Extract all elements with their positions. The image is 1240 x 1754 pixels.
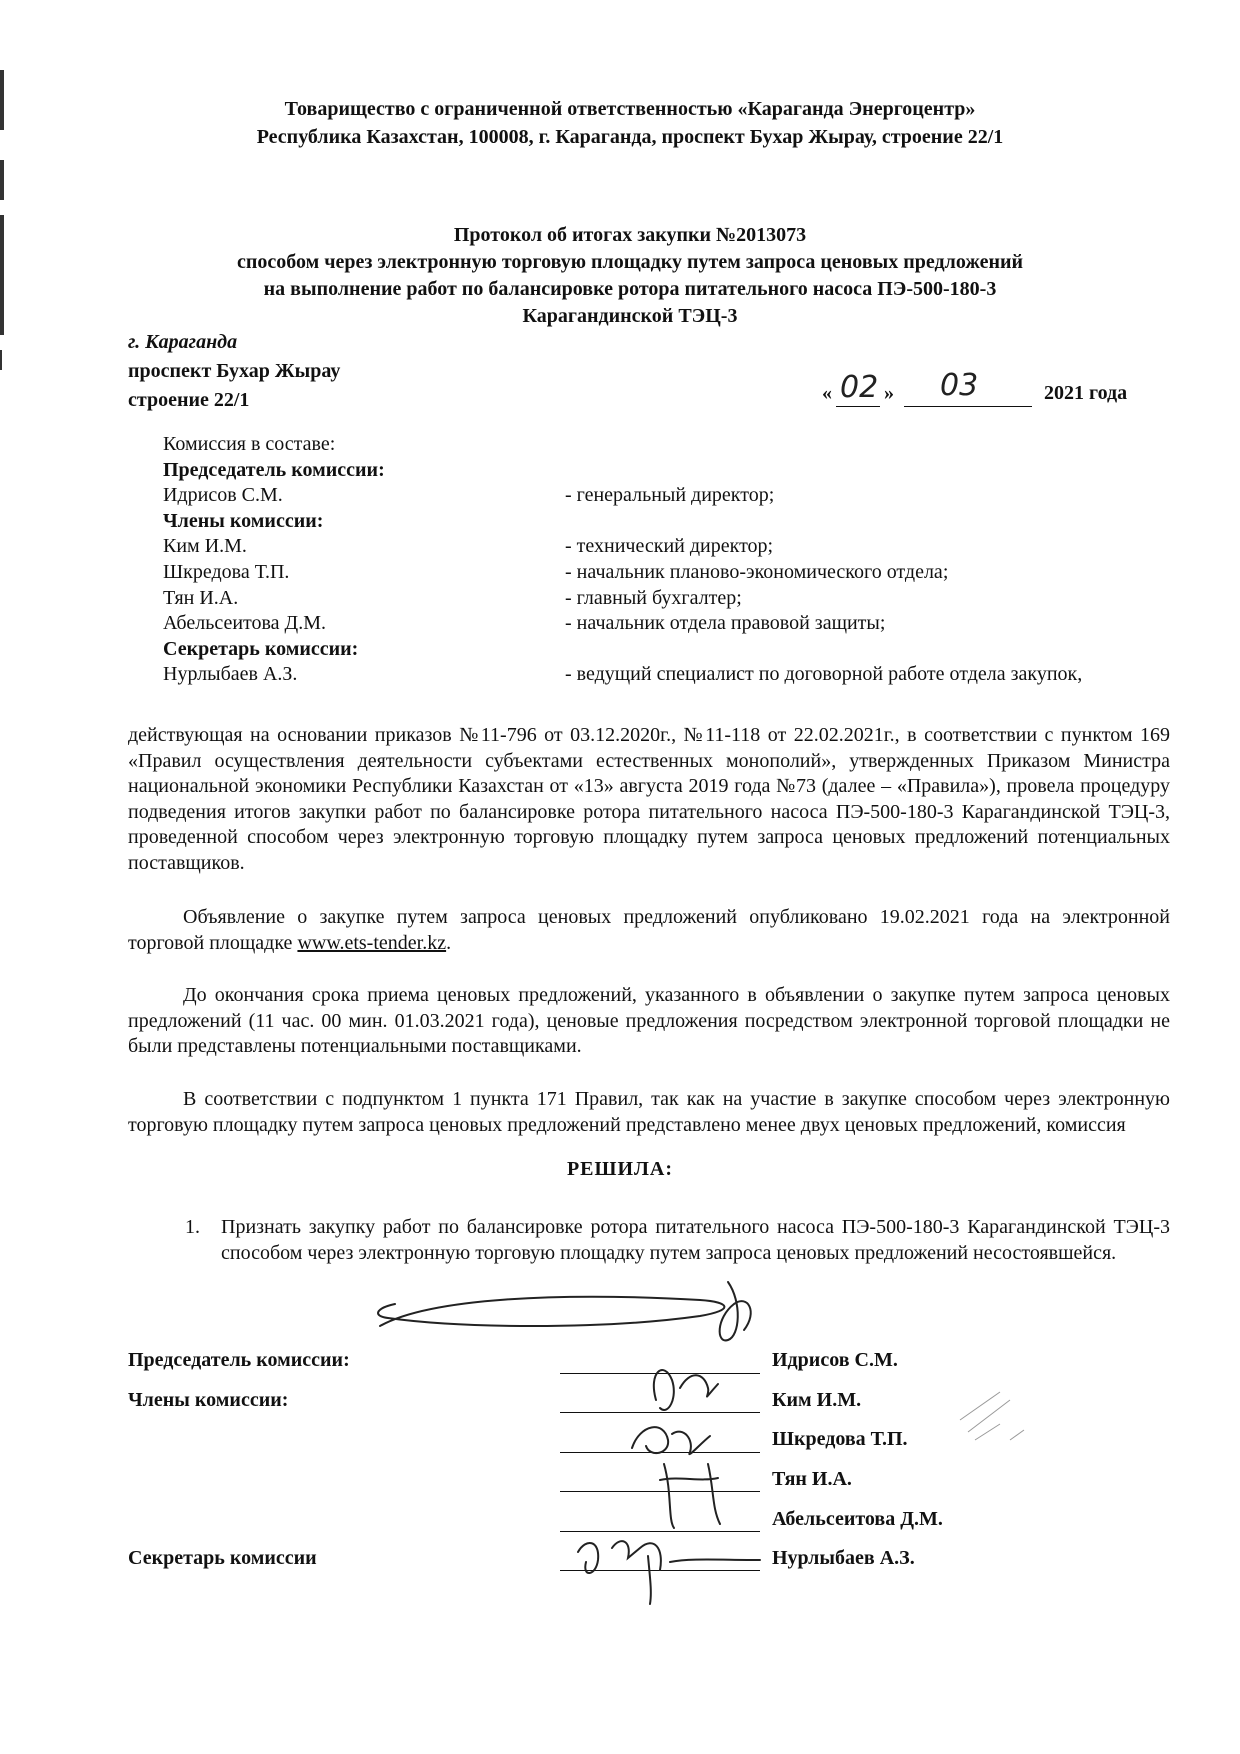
organization-name: Товарищество с ограниченной ответственностью «Караганда Энергоцентр» bbox=[284, 98, 976, 120]
member-role: - ведущий специалист по договорной работе отдела закупок, bbox=[565, 663, 1083, 686]
member-name: Идрисов С.М. bbox=[163, 484, 283, 507]
shkredova-signature bbox=[632, 1427, 710, 1454]
date-year: 2021 года bbox=[1044, 382, 1128, 404]
protocol-title-line: способом через электронную торговую площадку путем запроса ценовых предложений bbox=[236, 251, 1024, 273]
place-street: проспект Бухар Жырау bbox=[128, 360, 341, 382]
member-name: Нурлыбаев А.З. bbox=[163, 663, 298, 686]
members-heading: Члены комиссии: bbox=[163, 509, 324, 532]
chair-signature-flourish bbox=[378, 1297, 724, 1326]
announcement-end: . bbox=[446, 931, 452, 954]
member-role: - главный бухгалтер; bbox=[565, 586, 742, 609]
member-name: Шкредова Т.П. bbox=[163, 560, 290, 583]
protocol-title-line: на выполнение работ по балансировке ротора питательного насоса ПЭ-500-180-3 bbox=[263, 278, 997, 300]
signature-name: Тян И.А. bbox=[772, 1468, 852, 1490]
announcement-text: Объявление о закупке путем запроса ценовых предложений опубликовано 19.02.2021 года на электронной торговой площадке bbox=[128, 906, 1170, 954]
chair-heading: Председатель комиссии: bbox=[163, 458, 385, 481]
secretary-heading: Секретарь комиссии: bbox=[163, 637, 359, 660]
faint-mark bbox=[960, 1392, 1024, 1440]
signature-members-label: Члены комиссии: bbox=[128, 1389, 289, 1411]
signature-secretary-label: Секретарь комиссии bbox=[128, 1547, 317, 1569]
organization-address: Республика Казахстан, 100008, г. Караганда, проспект Бухар Жырау, строение 22/1 bbox=[256, 126, 1004, 148]
member-role: - начальник планово-экономического отдела; bbox=[565, 560, 949, 583]
kim-signature bbox=[654, 1370, 718, 1410]
protocol-title-line: Протокол об итогах закупки №2013073 bbox=[453, 224, 807, 246]
member-role: - генеральный директор; bbox=[565, 484, 775, 507]
signature-name: Ким И.М. bbox=[772, 1389, 862, 1411]
date-month: 03 bbox=[940, 368, 979, 403]
member-name: Тян И.А. bbox=[163, 586, 239, 609]
member-role: - начальник отдела правовой защиты; bbox=[565, 612, 886, 635]
signature-name: Шкредова Т.П. bbox=[772, 1428, 908, 1450]
paragraph-basis: действующая на основании приказов №11-796 от 03.12.2020г., №11-118 от 22.02.2021г., в соответствии с пунктом 169 «Правил осуществления деятельности субъектами естественных монополий», утвержденных Приказом Министра национальной экономики Республики Казахстан от «13» августа 2019 года №73 (далее – «Правила»), провела процедуру подведения итогов закупки работ по балансировке ротора питательного насоса ПЭ-500-180-3 Карагандинской ТЭЦ-3, проведенной способом через электронную торговую площадку путем запроса ценовых предложений потенциальных поставщиков. bbox=[128, 724, 1170, 874]
member-name: Ким И.М. bbox=[163, 535, 247, 558]
chair-signature-loop bbox=[720, 1282, 751, 1340]
secretary-signature bbox=[578, 1541, 760, 1604]
commission-intro: Комиссия в составе: bbox=[163, 433, 336, 455]
signature-name: Абельсеитова Д.М. bbox=[772, 1508, 943, 1530]
date-close-quote: » bbox=[884, 382, 894, 404]
decision-item-text: Признать закупку работ по балансировке ротора питательного насоса ПЭ-500-180-3 Карагандинской ТЭЦ-3 способом через электронную торговую площадку путем запроса ценовых предложений несостоявшейся. bbox=[221, 1216, 1170, 1264]
signature-chair-label: Председатель комиссии: bbox=[128, 1349, 350, 1371]
signature-name: Идрисов С.М. bbox=[772, 1349, 898, 1371]
rules-text: В соответствии с подпунктом 1 пункта 171 Правил, так как на участие в закупке способом через электронную торговую площадку путем запроса ценовых предложений представлено менее двух ценовых предложений, комиссия bbox=[128, 1088, 1170, 1136]
tender-site-link[interactable]: www.ets-tender.kz bbox=[297, 931, 447, 954]
protocol-title-line: Карагандинской ТЭЦ-3 bbox=[522, 305, 738, 327]
decision-item-number: 1. bbox=[185, 1216, 200, 1238]
place-building: строение 22/1 bbox=[128, 389, 250, 411]
signature-name: Нурлыбаев А.З. bbox=[772, 1547, 915, 1569]
member-role: - технический директор; bbox=[565, 535, 774, 558]
tyan-signature bbox=[660, 1464, 720, 1528]
date-day: 02 bbox=[840, 370, 879, 405]
decision-heading: РЕШИЛА: bbox=[566, 1158, 674, 1180]
member-name: Абельсеитова Д.М. bbox=[163, 612, 326, 635]
deadline-text: До окончания срока приема ценовых предложений, указанного в объявлении о закупке путем запроса ценовых предложений (11 час. 00 мин. 01.03.2021 года), ценовые предложения посредством электронной торговой площадки не были представлены потенциальными поставщиками. bbox=[128, 984, 1170, 1058]
date-open-quote: « bbox=[822, 382, 832, 404]
place-city: г. Караганда bbox=[128, 331, 238, 353]
